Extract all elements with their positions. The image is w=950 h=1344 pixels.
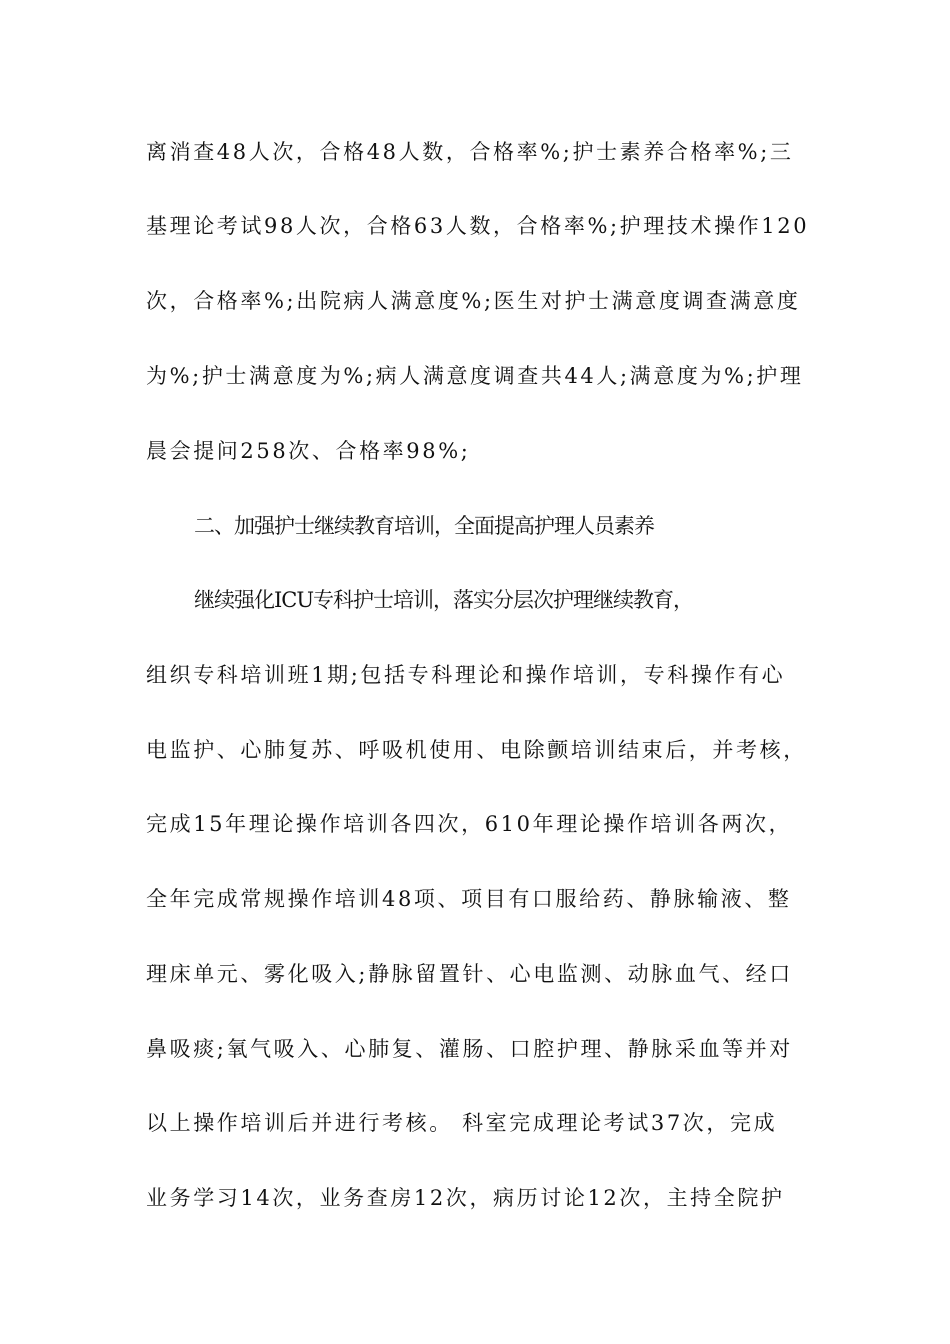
text-line: 组织专科培训班1期;包括专科理论和操作培训，专科操作有心 <box>146 663 786 687</box>
text-line: 以上操作培训后并进行考核。 科室完成理论考试37次，完成 <box>146 1111 778 1135</box>
text-line: 完成15年理论操作培训各四次，610年理论操作培训各两次， <box>146 812 793 836</box>
text-line: 为%;护士满意度为%;病人满意度调查共44人;满意度为%;护理 <box>146 364 804 388</box>
text-line: 电监护、心肺复苏、呼吸机使用、电除颤培训结束后，并考核， <box>146 738 807 762</box>
text-line: 鼻吸痰;氧气吸入、心肺复、灌肠、口腔护理、静脉采血等并对 <box>146 1037 793 1061</box>
section-heading: 二、加强护士继续教育培训，全面提高护理人员素养 <box>194 514 654 538</box>
text-line: 继续强化ICU专科护士培训，落实分层次护理继续教育， <box>194 588 694 612</box>
text-line: 离消查48人次，合格48人数，合格率%;护士素养合格率%;三 <box>146 140 794 164</box>
text-line: 基理论考试98人次，合格63人数，合格率%;护理技术操作120 <box>146 214 810 238</box>
text-line: 业务学习14次，业务查房12次，病历讨论12次，主持全院护 <box>146 1186 785 1210</box>
text-line: 理床单元、雾化吸入;静脉留置针、心电监测、动脉血气、经口 <box>146 962 793 986</box>
text-line: 全年完成常规操作培训48项、项目有口服给药、静脉输液、整 <box>146 887 792 911</box>
text-line: 次，合格率%;出院病人满意度%;医生对护士满意度调查满意度 <box>146 289 801 313</box>
text-line: 晨会提问258次、合格率98%; <box>146 439 471 463</box>
